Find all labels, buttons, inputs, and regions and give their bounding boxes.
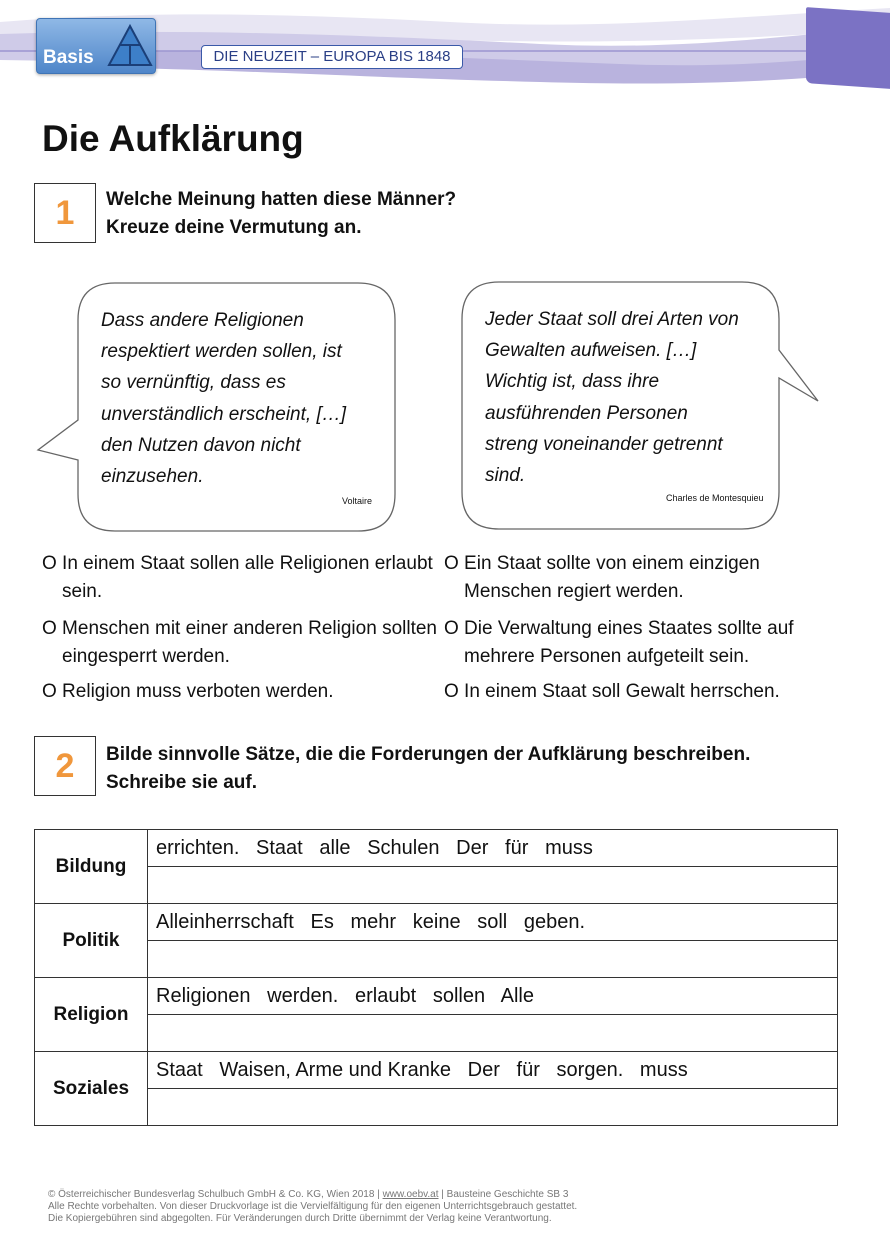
option-right-2[interactable]: O Die Verwaltung eines Staates sollte auf mehrere Personen aufgeteilt sein.: [444, 618, 794, 667]
quote-line: den Nutzen davon nicht: [101, 434, 301, 456]
answer-line-bildung[interactable]: [148, 867, 838, 904]
answer-line-religion[interactable]: [148, 1015, 838, 1052]
table-row: [35, 1015, 838, 1052]
footer-suffix: | Bausteine Geschichte SB 3: [438, 1189, 569, 1200]
series-label: DIE NEUZEIT – EUROPA BIS 1848: [201, 45, 463, 69]
quote-author-montesquieu: Charles de Montesquieu: [666, 493, 764, 503]
triangle-logo-icon: [107, 23, 153, 67]
quote-line: sind.: [485, 465, 526, 487]
word-scramble-bildung: errichten. Staat alle Schulen Der für muss: [148, 830, 838, 867]
word-scramble-soziales: Staat Waisen, Arme und Kranke Der für sorgen. muss: [148, 1052, 838, 1089]
word-scramble-religion: Religionen werden. erlaubt sollen Alle: [148, 978, 838, 1015]
answer-line-soziales[interactable]: [148, 1089, 838, 1126]
task1-instruction: [106, 186, 846, 242]
task2-instruction-line1: Bilde sinnvolle Sätze, die die Forderungen der Aufklärung beschreiben.: [106, 744, 751, 765]
quote-line: Gewalten aufweisen. […]: [485, 340, 697, 362]
answer-line-politik[interactable]: [148, 941, 838, 978]
quote-line: Jeder Staat soll drei Arten von: [485, 309, 739, 330]
quote-line: unverständlich erscheint, […]: [101, 403, 347, 425]
option-left-1[interactable]: O In einem Staat sollen alle Religionen erlaubt sein.: [42, 553, 433, 602]
table-row: [35, 830, 838, 867]
quote-line: Dass andere Religionen: [101, 310, 304, 331]
quote-line: einzusehen.: [101, 466, 204, 488]
header-corner-tab: [806, 7, 890, 89]
category-politik: Politik: [35, 904, 148, 978]
page-title: Die Aufklärung: [42, 118, 304, 159]
quote-voltaire: [101, 305, 346, 492]
copyright-footer: [48, 1189, 848, 1225]
task1-instruction-line1: Welche Meinung hatten diese Männer?: [106, 189, 457, 210]
quote-line: streng voneinander getrennt: [485, 433, 723, 455]
footer-line-3: Die Kopiergebühren sind abgegolten. Für Veränderungen durch Dritte übernimmt der Verlag keine Verantwortung.: [48, 1213, 552, 1224]
quote-montesquieu: [485, 304, 739, 491]
sentence-table: [34, 829, 838, 1126]
category-soziales: Soziales: [35, 1052, 148, 1126]
quote-line: ausführenden Personen: [485, 402, 688, 424]
logo-text: Basis: [43, 47, 94, 68]
option-right-1[interactable]: O Ein Staat sollte von einem einzigen Menschen regiert werden.: [444, 553, 760, 602]
table-row: [35, 941, 838, 978]
quote-line: Wichtig ist, dass ihre: [485, 371, 660, 393]
category-bildung: Bildung: [35, 830, 148, 904]
category-religion: Religion: [35, 978, 148, 1052]
task1-instruction-line2: Kreuze deine Vermutung an.: [106, 217, 362, 238]
footer-line-2: Alle Rechte vorbehalten. Von dieser Druckvorlage ist die Vervielfältigung für den eigenen Unterrichtsgebrauch gestattet.: [48, 1201, 578, 1212]
table-row: [35, 1052, 838, 1089]
table-row: [35, 1089, 838, 1126]
option-right-3[interactable]: O In einem Staat soll Gewalt herrschen.: [444, 681, 780, 702]
footer-prefix: © Österreichischer Bundesverlag Schulbuch GmbH & Co. KG, Wien 2018 |: [48, 1189, 383, 1200]
quote-author-voltaire: Voltaire: [342, 496, 373, 506]
task-number-1: 1: [34, 183, 96, 243]
quote-line: so vernünftig, dass es: [101, 372, 286, 394]
option-left-3[interactable]: O Religion muss verboten werden.: [42, 681, 334, 702]
task2-instruction-line2: Schreibe sie auf.: [106, 772, 258, 793]
table-row: [35, 978, 838, 1015]
task-number-2: 2: [34, 736, 96, 796]
publisher-link[interactable]: www.oebv.at: [382, 1189, 439, 1200]
quote-line: respektiert werden sollen, ist: [101, 341, 342, 363]
table-row: [35, 904, 838, 941]
word-scramble-politik: Alleinherrschaft Es mehr keine soll geben.: [148, 904, 838, 941]
table-row: [35, 867, 838, 904]
option-left-2[interactable]: O Menschen mit einer anderen Religion sollten eingesperrt werden.: [42, 618, 437, 667]
footer-line-1: [48, 1189, 848, 1201]
task2-instruction: [106, 741, 846, 797]
publisher-logo: [36, 18, 156, 74]
